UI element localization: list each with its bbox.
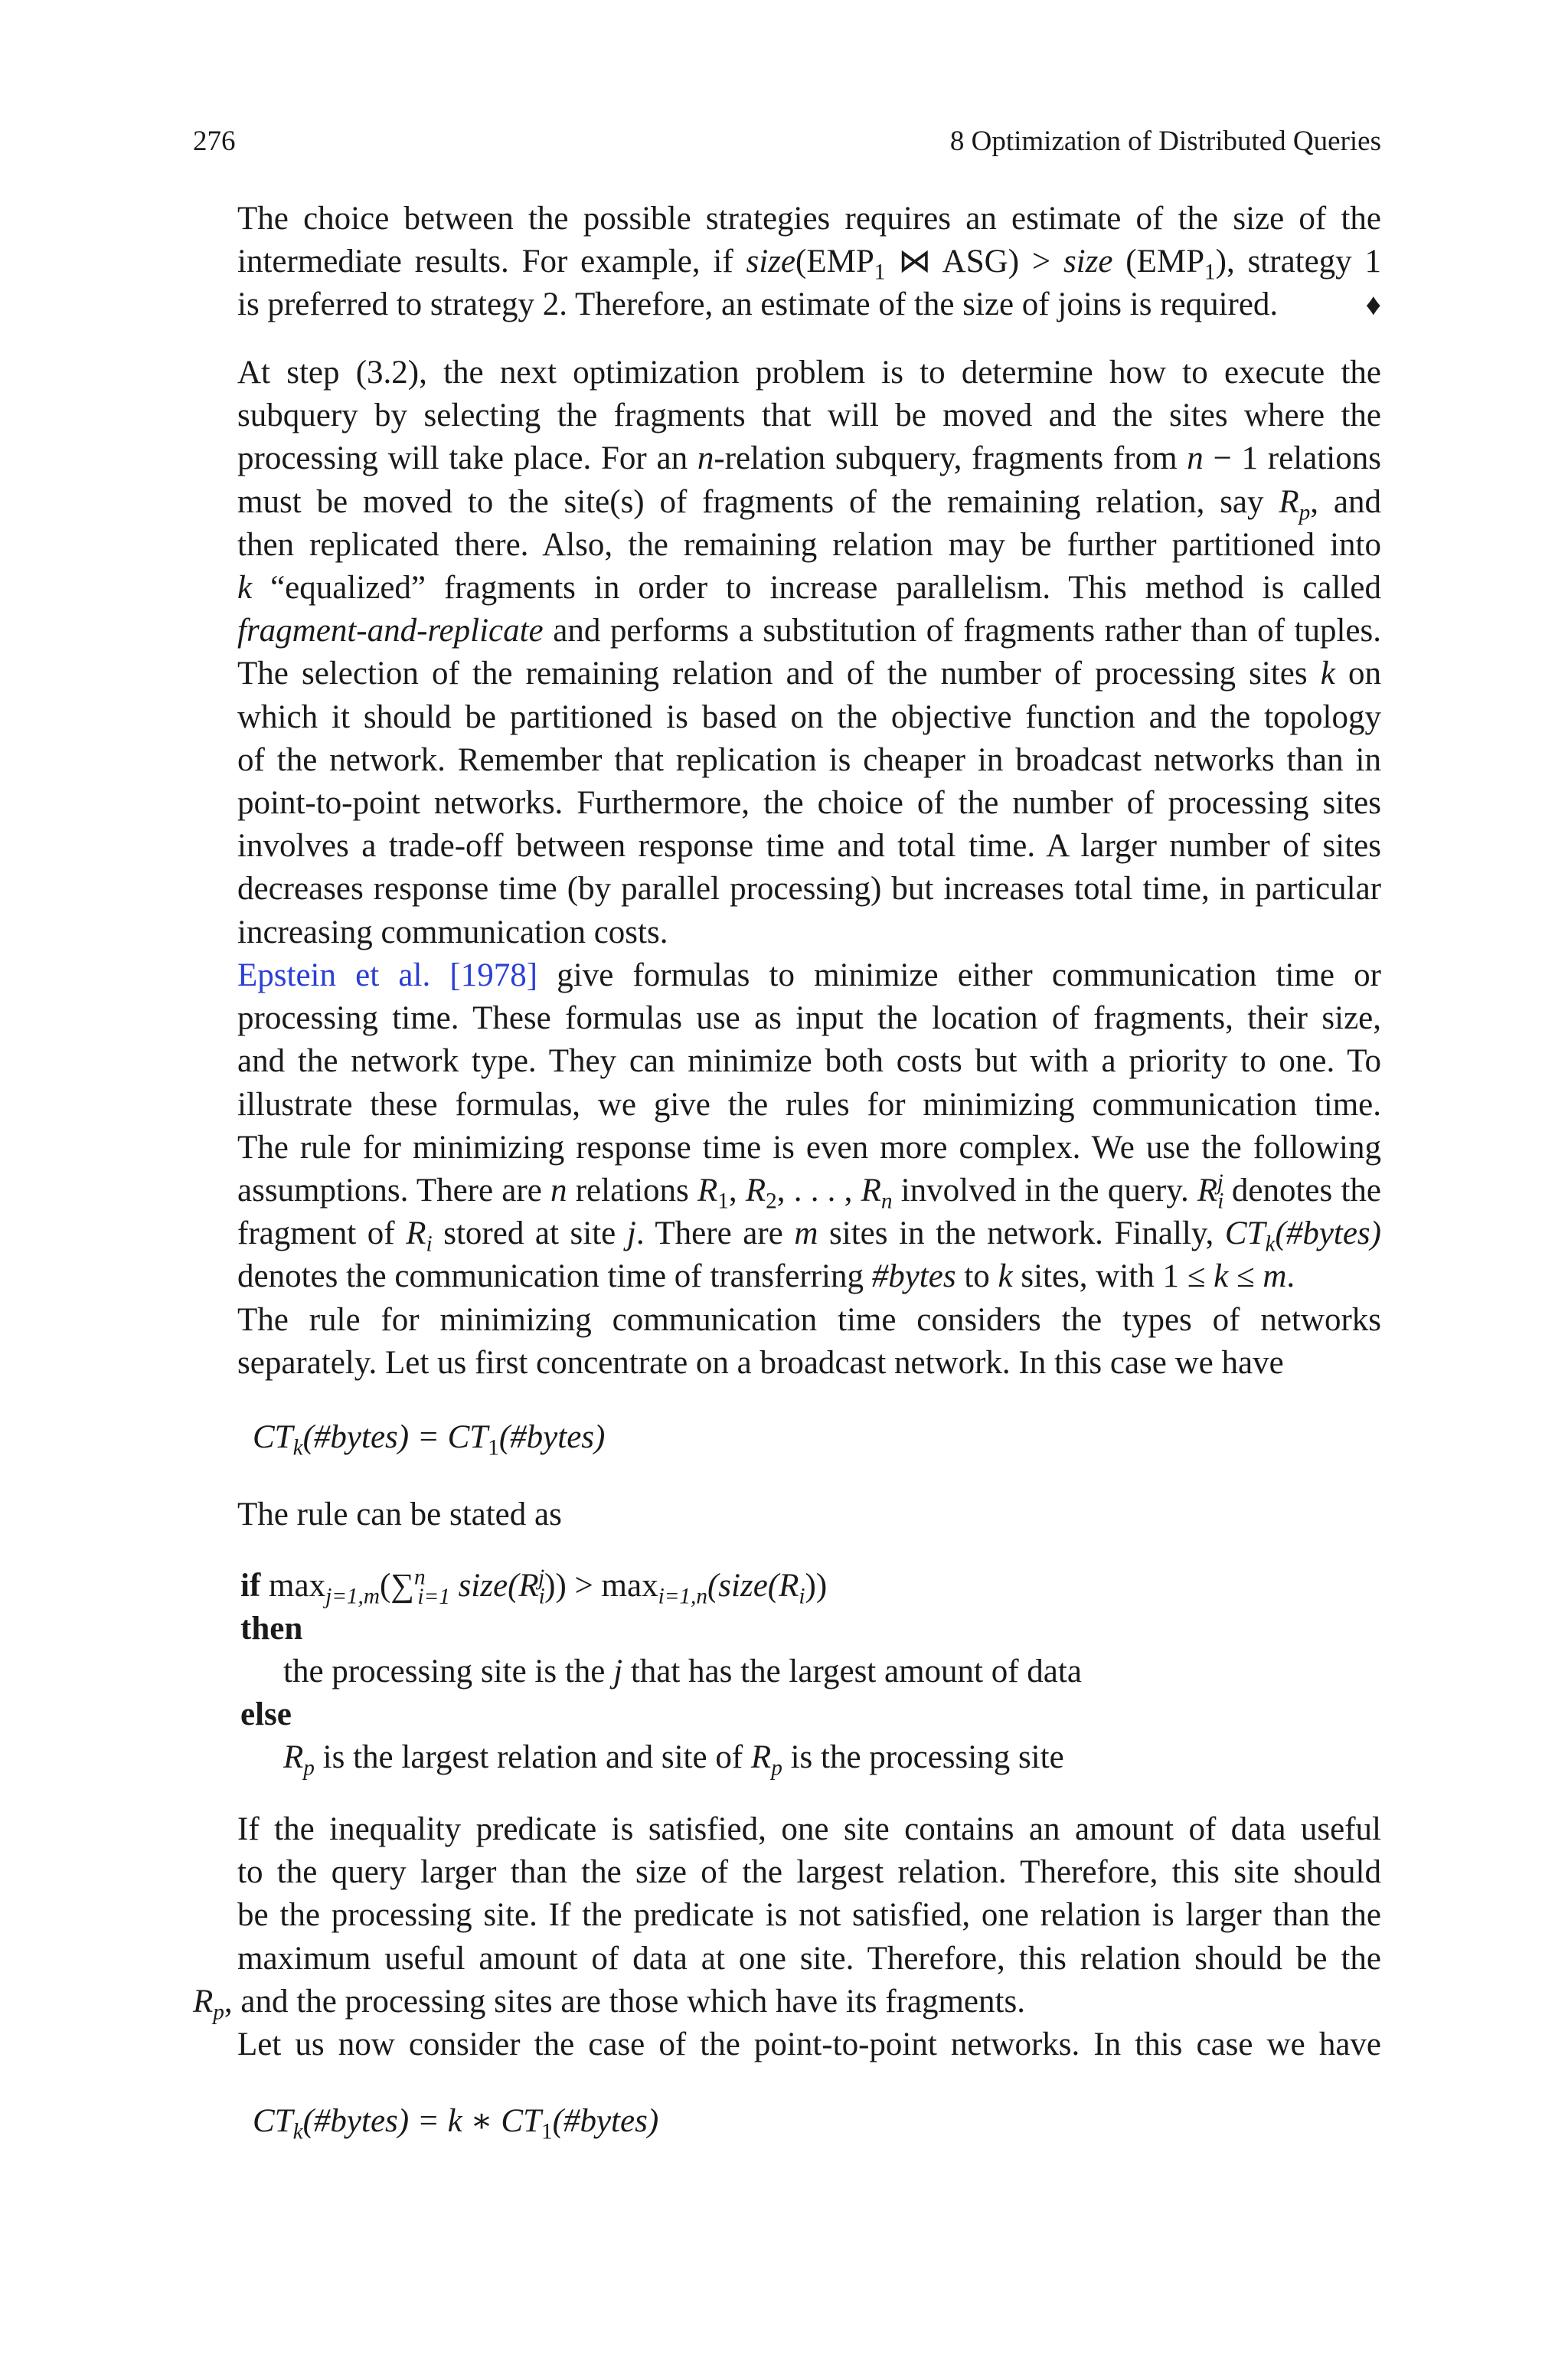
end-of-example-marker: ♦ [1365,287,1381,322]
text-line: decreases response time (by parallel processing) but increases total time, in particular [237,871,1381,908]
text-line: to the query larger than the size of the largest relation. Therefore, this site should [237,1854,1381,1891]
text-line: illustrate these formulas, we give the rules for minimizing communication time. [237,1086,1381,1123]
paragraph-step-3-2 [193,352,1381,954]
text-line: Epstein et al. [1978] give formulas to minimize either communication time or [237,957,1382,993]
paragraph-strategy-choice [193,198,1381,327]
text-line: increasing communication costs. [237,914,668,950]
text-line: separately. Let us first concentrate on a broadcast network. In this case we have [237,1345,1284,1382]
text-line: of the network. Remember that replication is cheaper in broadcast networks than in [237,741,1381,778]
rule-then-line: the processing site is the j that has the largest amount of data [283,1653,1082,1689]
text-line: and the network type. They can minimize both costs but with a priority to one. To [237,1043,1381,1080]
text-line: The choice between the possible strategies requires an estimate of the size of the [237,201,1381,237]
text-line: The rule for minimizing response time is even more complex. We use the following [237,1129,1381,1166]
text-line: be the processing site. If the predicate is not satisfied, one relation is larger than the [237,1897,1381,1934]
rule-then-keyword: then [240,1611,303,1647]
text-line: then replicated there. Also, the remaining relation may be further partitioned into [237,526,1381,563]
text-line: k “equalized” fragments in order to increase parallelism. This method is called [237,570,1381,607]
equation-broadcast: $CT_k(\#bytes)$ = $CT_1(\#bytes)$ [253,1419,606,1460]
paragraph-rule-intro [237,1493,1381,1536]
text-line: The rule can be stated as [237,1496,562,1532]
rule-if-line: if $\max_{j=1,m}(\sum^n_{i=1}$ $size(R_i^j)$) > $\max_{i=1,n}(size(R_i))$ [240,1565,828,1609]
text-line: fragment-and-replicate and performs a substitution of fragments rather than of tuples. [237,613,1381,649]
text-line: Let us now consider the case of the point-to-point networks. In this case we have [237,2026,1381,2062]
text-line: The selection of the remaining relation and of the number of processing sites k on [237,656,1382,692]
text-line: point-to-point networks. Furthermore, the choice of the number of processing sites [237,785,1381,822]
page-number: 276 [193,126,236,157]
text-line: must be moved to the site(s) of fragments of the remaining relation, say $R_p$, and [237,483,1381,525]
text-line: denotes the communication time of transferring #bytes to k sites, with 1 ≤ k ≤ m. [237,1258,1295,1295]
text-line: involves a trade-off between response time and total time. A larger number of sites [237,828,1381,865]
text-line: subquery by selecting the fragments that will be moved and the sites where the [237,397,1381,434]
text-line: fragment of $R_i$ stored at site j. There are m sites in the network. Finally, $CT_k(\#bytes)$ [237,1215,1381,1257]
equation-point-to-point: $CT_k(\#bytes) = k$ ∗ $CT_1(\#bytes)$ [253,2103,659,2144]
text-line: processing will take place. For an n-relation subquery, fragments from n − 1 relations [237,440,1381,477]
running-head [193,125,1381,159]
text-line: assumptions. There are n relations $R_1$, $R_2$, . . . , $R_n$ involved in the query. $R_i^j$ denotes the [237,1169,1382,1214]
rule-else-keyword: else [240,1696,292,1732]
citation-link[interactable]: Epstein et al. [1978] [237,957,538,993]
running-title: 8 Optimization of Distributed Queries [949,126,1381,157]
text-line: is preferred to strategy 2. Therefore, an estimate of the size of joins is required. ♦ [193,283,1381,326]
text-line: $R_p$, and the processing sites are those which have its fragments. [193,1983,1025,2025]
text-line: If the inequality predicate is satisfied, one site contains an amount of data useful [237,1811,1381,1847]
paragraph-epstein-formulas [193,954,1381,1299]
text-line: intermediate results. For example, if $size(EMP_1$ ⋈ ASG) > size $(EMP_1)$, strategy 1 [237,244,1382,285]
text-line: processing time. These formulas use as input the location of fragments, their size, [237,1000,1381,1037]
text-line: maximum useful amount of data at one site. Therefore, this relation should be the [237,1940,1381,1977]
text-line: At step (3.2), the next optimization problem is to determine how to execute the [237,355,1381,391]
rule-else-line: $R_p$ is the largest relation and site of $R_p$ is the processing site [283,1739,1064,1781]
paragraph-point-to-point [193,2023,1381,2066]
paragraph-predicate-explanation [193,1808,1381,2023]
text-line: The rule for minimizing communication time considers the types of networks [237,1302,1381,1338]
paragraph-broadcast-rule [193,1299,1381,1385]
text-line: which it should be partitioned is based on the objective function and the topology [237,698,1381,735]
